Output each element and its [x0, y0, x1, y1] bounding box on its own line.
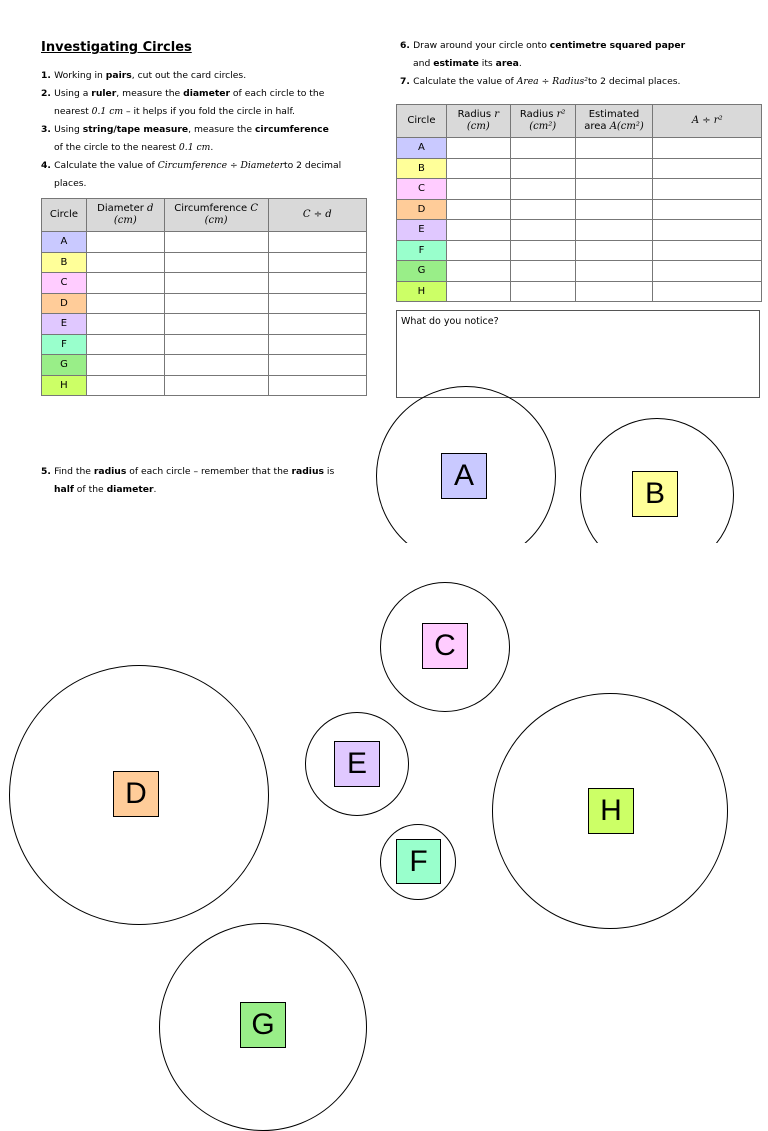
text: to 2 decimal	[284, 160, 342, 171]
text: Circle	[49, 209, 78, 220]
answer-cell[interactable]	[86, 252, 164, 273]
answer-cell[interactable]	[510, 158, 575, 179]
bold-text: string/tape measure	[82, 124, 189, 135]
math-text: 0.1	[178, 142, 194, 153]
answer-cell[interactable]	[268, 273, 366, 294]
text: Draw around your circle onto	[413, 40, 550, 51]
text: area	[584, 121, 610, 132]
math-text: Area ÷ Radius²	[516, 76, 588, 87]
answer-cell[interactable]	[653, 199, 762, 220]
answer-cell[interactable]	[268, 314, 366, 335]
circle-label-h: H	[588, 788, 634, 834]
circle-label-cell: F	[42, 334, 87, 355]
step-number: 6.	[400, 40, 414, 51]
column-header	[164, 199, 268, 232]
table-row	[42, 293, 367, 314]
text: of each circle – remember that the	[126, 466, 292, 477]
circle-label-cell: D	[397, 199, 447, 220]
text: Radius	[519, 109, 557, 120]
answer-cell[interactable]	[575, 220, 653, 241]
text: Using a	[54, 88, 92, 99]
answer-cell[interactable]	[86, 375, 164, 396]
instruction-step	[41, 85, 371, 121]
answer-cell[interactable]	[446, 220, 510, 241]
text: .	[210, 142, 214, 153]
circle-label-cell: B	[397, 158, 447, 179]
column-header	[575, 105, 653, 138]
instructions-right	[400, 37, 765, 91]
table-row	[42, 273, 367, 294]
answer-cell[interactable]	[575, 158, 653, 179]
math-text: C ÷ d	[302, 209, 332, 220]
answer-cell[interactable]	[510, 199, 575, 220]
bold-text: estimate	[433, 58, 479, 69]
circle-label-cell: A	[397, 138, 447, 159]
table-row	[42, 314, 367, 335]
math-text: Circumference ÷ Diameter	[157, 160, 285, 171]
answer-cell[interactable]	[164, 355, 268, 376]
worksheet-title: Investigating Circles	[41, 40, 192, 55]
circle-label-g: G	[240, 1002, 286, 1048]
math-text: (cm)	[204, 215, 228, 226]
bold-text: circumference	[254, 124, 329, 135]
bold-text: pairs	[105, 70, 132, 81]
answer-cell[interactable]	[164, 334, 268, 355]
answer-cell[interactable]	[575, 240, 653, 261]
step-number: 2.	[41, 88, 55, 99]
table-row	[42, 355, 367, 376]
circle-label-cell: E	[397, 220, 447, 241]
text: of the	[73, 484, 107, 495]
column-header	[42, 199, 87, 232]
answer-cell[interactable]	[575, 281, 653, 302]
answer-cell[interactable]	[653, 179, 762, 200]
circle-label-cell: H	[397, 281, 447, 302]
text: Circle	[407, 115, 436, 126]
text: , cut out the card circles.	[131, 70, 247, 81]
answer-cell[interactable]	[86, 273, 164, 294]
what-do-you-notice-box[interactable]	[396, 310, 760, 398]
math-text: (cm)	[466, 121, 490, 132]
table-row	[397, 240, 762, 261]
table-row	[397, 179, 762, 200]
text: Estimated	[588, 109, 640, 120]
answer-cell[interactable]	[268, 293, 366, 314]
circle-label-cell: D	[42, 293, 87, 314]
radius-area-table	[396, 104, 762, 302]
page-break	[0, 543, 768, 577]
answer-cell[interactable]	[510, 240, 575, 261]
answer-cell[interactable]	[268, 334, 366, 355]
column-header	[397, 105, 447, 138]
text: and	[413, 58, 434, 69]
table-row	[397, 158, 762, 179]
step-number: 5.	[41, 466, 55, 477]
circle-label-d: D	[113, 771, 159, 817]
text: , measure the	[116, 88, 184, 99]
answer-cell[interactable]	[446, 179, 510, 200]
column-header	[86, 199, 164, 232]
answer-cell[interactable]	[575, 138, 653, 159]
answer-cell[interactable]	[446, 261, 510, 282]
answer-cell[interactable]	[164, 314, 268, 335]
bold-text: ruler	[91, 88, 117, 99]
math-text: (cm)	[113, 215, 137, 226]
math-text: r²	[556, 109, 566, 120]
answer-cell[interactable]	[164, 252, 268, 273]
bold-text: centimetre squared paper	[549, 40, 686, 51]
circle-label-e: E	[334, 741, 380, 787]
math-text: (cm²)	[529, 121, 557, 132]
math-text: 0.1	[91, 106, 107, 117]
column-header	[510, 105, 575, 138]
answer-cell[interactable]	[268, 252, 366, 273]
answer-cell[interactable]	[268, 355, 366, 376]
table-row	[42, 375, 367, 396]
text: Diameter	[97, 203, 148, 214]
table-row	[397, 138, 762, 159]
circle-label-c: C	[422, 623, 468, 669]
answer-cell[interactable]	[653, 281, 762, 302]
math-text: A ÷ r²	[691, 115, 723, 126]
text: of the circle to the nearest	[54, 142, 179, 153]
text: nearest	[54, 106, 92, 117]
answer-cell[interactable]	[510, 138, 575, 159]
circle-label-cell: C	[397, 179, 447, 200]
instruction-step	[41, 157, 371, 193]
circle-label-cell: G	[397, 261, 447, 282]
math-text: A(cm²)	[609, 121, 644, 132]
table-row	[397, 281, 762, 302]
answer-cell[interactable]	[268, 375, 366, 396]
circle-label-cell: A	[42, 232, 87, 253]
text: places.	[54, 178, 87, 189]
math-text: cm	[109, 106, 124, 117]
circle-label-cell: F	[397, 240, 447, 261]
answer-cell[interactable]	[164, 375, 268, 396]
table-row	[397, 199, 762, 220]
instruction-step	[41, 121, 371, 157]
text: – it helps if you fold the circle in half.	[123, 106, 295, 117]
answer-cell[interactable]	[510, 261, 575, 282]
instructions-left	[41, 67, 371, 193]
text: Working in	[54, 70, 106, 81]
answer-cell[interactable]	[510, 220, 575, 241]
text: Calculate the value of	[54, 160, 158, 171]
answer-cell[interactable]	[164, 232, 268, 253]
math-text: r	[494, 109, 500, 120]
bold-text: radius	[291, 466, 324, 477]
text: Radius	[457, 109, 495, 120]
answer-cell[interactable]	[653, 158, 762, 179]
answer-cell[interactable]	[86, 232, 164, 253]
diameter-circumference-table	[41, 198, 367, 396]
circle-label-cell: B	[42, 252, 87, 273]
circle-label-cell: E	[42, 314, 87, 335]
notice-label: What do you notice?	[401, 316, 499, 327]
step-number: 3.	[41, 124, 55, 135]
text: Find the	[54, 466, 94, 477]
instruction-step	[41, 67, 371, 85]
table-row	[42, 252, 367, 273]
circle-label-cell: C	[42, 273, 87, 294]
table-row	[397, 220, 762, 241]
bold-text: radius	[93, 466, 127, 477]
answer-cell[interactable]	[510, 281, 575, 302]
table-row	[397, 261, 762, 282]
circle-label-cell: G	[42, 355, 87, 376]
instruction-step	[400, 73, 765, 91]
answer-cell[interactable]	[268, 232, 366, 253]
answer-cell[interactable]	[446, 281, 510, 302]
bold-text: diameter	[183, 88, 231, 99]
instruction-step	[41, 463, 371, 499]
circle-label-a: A	[441, 453, 487, 499]
table-row	[42, 334, 367, 355]
answer-cell[interactable]	[446, 158, 510, 179]
answer-cell[interactable]	[86, 293, 164, 314]
answer-cell[interactable]	[575, 179, 653, 200]
answer-cell[interactable]	[653, 220, 762, 241]
math-text: d	[147, 203, 154, 214]
column-header	[653, 105, 762, 138]
bold-text: area	[495, 58, 519, 69]
answer-cell[interactable]	[575, 261, 653, 282]
answer-cell[interactable]	[86, 314, 164, 335]
math-text: C	[250, 203, 258, 214]
text: its	[478, 58, 496, 69]
text: to 2 decimal places.	[587, 76, 681, 87]
text: , measure the	[188, 124, 255, 135]
answer-cell[interactable]	[653, 261, 762, 282]
text: Using	[54, 124, 83, 135]
step-number: 1.	[41, 70, 55, 81]
text: .	[518, 58, 522, 69]
answer-cell[interactable]	[446, 199, 510, 220]
text: Calculate the value of	[413, 76, 517, 87]
instruction-step	[400, 37, 765, 73]
answer-cell[interactable]	[86, 334, 164, 355]
answer-cell[interactable]	[510, 179, 575, 200]
math-text: cm	[196, 142, 211, 153]
column-header	[446, 105, 510, 138]
step-number: 7.	[400, 76, 414, 87]
circle-label-cell: H	[42, 375, 87, 396]
answer-cell[interactable]	[86, 355, 164, 376]
answer-cell[interactable]	[446, 138, 510, 159]
bold-text: half	[54, 484, 74, 495]
step-number: 4.	[41, 160, 55, 171]
answer-cell[interactable]	[446, 240, 510, 261]
text: .	[153, 484, 157, 495]
text: of each circle to the	[230, 88, 325, 99]
column-header	[268, 199, 366, 232]
bold-text: diameter	[106, 484, 154, 495]
answer-cell[interactable]	[575, 199, 653, 220]
text: Circumference	[174, 203, 251, 214]
circle-label-b: B	[632, 471, 678, 517]
text: is	[323, 466, 335, 477]
answer-cell[interactable]	[164, 273, 268, 294]
instruction-5	[41, 463, 371, 499]
circle-label-f: F	[396, 839, 441, 884]
table-row	[42, 232, 367, 253]
answer-cell[interactable]	[164, 293, 268, 314]
answer-cell[interactable]	[653, 240, 762, 261]
answer-cell[interactable]	[653, 138, 762, 159]
